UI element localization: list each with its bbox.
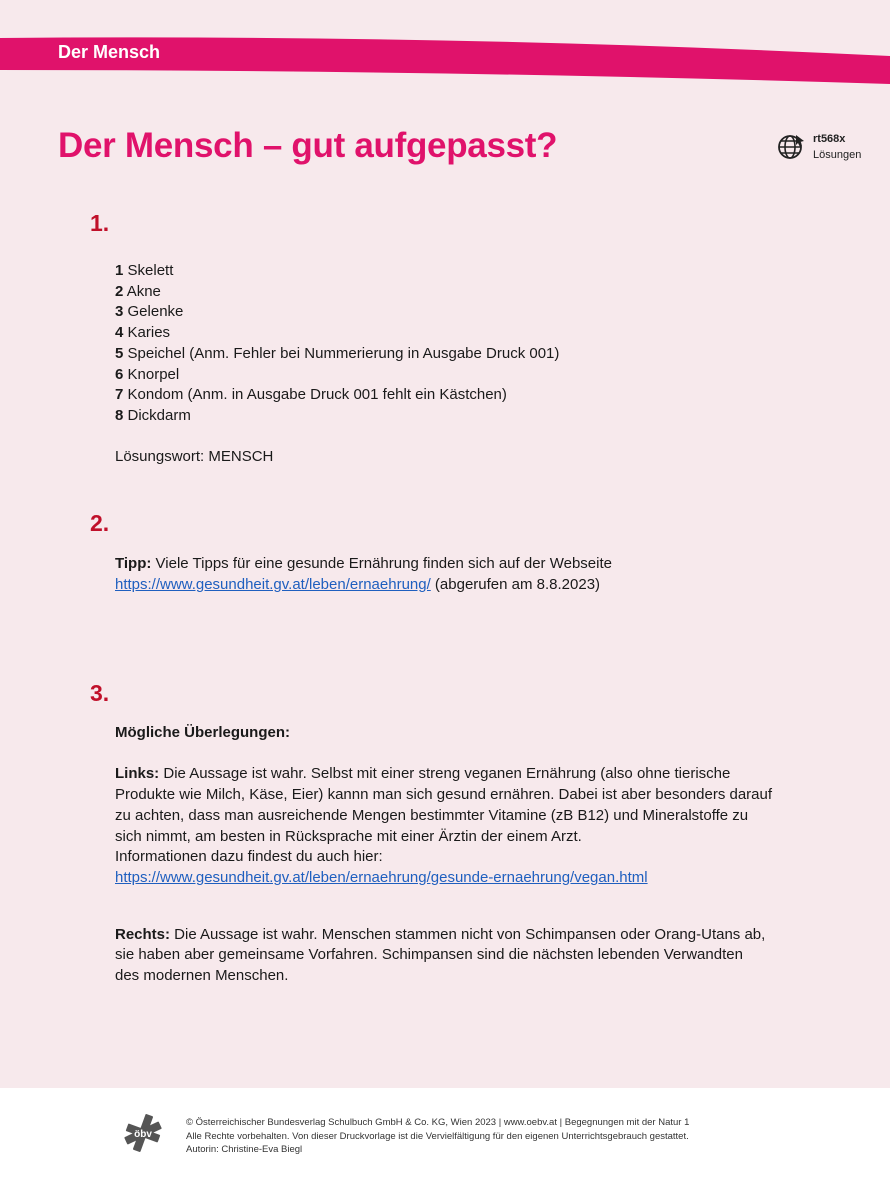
answer-text: Dickdarm: [127, 406, 191, 424]
section-2-content: [115, 554, 612, 595]
section-number-3: 3.: [90, 680, 110, 706]
considerations-heading: Mögliche Überlegungen:: [115, 724, 291, 741]
rechts-text-line: des modernen Menschen.: [115, 967, 289, 985]
links-paragraph: [115, 764, 772, 888]
links-text-line: Die Aussage ist wahr. Selbst mit einer streng veganen Ernährung (also ohne tierische: [159, 765, 731, 783]
answer-number: 1: [115, 262, 124, 279]
answer-number: 6: [115, 365, 124, 383]
nutrition-link[interactable]: https://www.gesundheit.gv.at/leben/ernaehrung/: [115, 575, 431, 593]
tip-line: [115, 554, 612, 575]
section-1-content: [115, 261, 559, 468]
links-text-line: Produkte wie Milch, Käse, Eier) kannn man sich gesund ernähren. Dabei ist aber besonders darauf: [115, 786, 773, 804]
rights-line: Alle Rechte vorbehalten. Von dieser Druckvorlage ist die Vervielfältigung für den eigenen Unterrichtsgebrauch gestattet.: [186, 1130, 689, 1142]
answer-item: [115, 344, 559, 365]
links-text-line: Informationen dazu findest du auch hier:: [115, 848, 383, 866]
copyright-line: © Österreichischer Bundesverlag Schulbuch GmbH & Co. KG, Wien 2023 | www.oebv.at | Begegnungen mit der Natur 1: [186, 1117, 690, 1128]
answer-item: [115, 385, 559, 406]
answer-item: [115, 282, 559, 303]
page-title: Der Mensch – gut aufgepasst?: [58, 126, 558, 165]
answer-number: 2: [115, 282, 124, 300]
answer-number: 8: [115, 406, 124, 424]
solution-word: Lösungswort: MENSCH: [115, 448, 274, 466]
header-label: Der Mensch: [58, 42, 161, 62]
tip-link-line: [115, 575, 612, 596]
badge-code: rt568x: [813, 133, 846, 145]
links-label: Links:: [115, 765, 160, 783]
answer-text: Knorpel: [127, 365, 180, 383]
tip-text: Viele Tipps für eine gesunde Ernährung finden sich auf der Webseite: [151, 555, 612, 572]
answer-item: [115, 406, 559, 427]
section-number-2: 2.: [90, 510, 110, 536]
answer-number: 7: [115, 386, 124, 404]
answer-text: Speichel (Anm. Fehler bei Nummerierung in Ausgabe Druck 001): [127, 344, 560, 362]
answer-text: Gelenke: [127, 303, 184, 321]
oebv-logo: [122, 1112, 164, 1154]
rechts-text-line: sie haben aber gemeinsame Vorfahren. Schimpansen sind die nächsten lebenden Verwandten: [115, 946, 743, 964]
answer-text: Karies: [127, 324, 171, 342]
answer-item: [115, 261, 559, 282]
answer-number: 5: [115, 344, 124, 362]
answer-item: [115, 365, 559, 386]
section-number-1: 1.: [90, 210, 110, 236]
answer-number: 4: [115, 324, 124, 342]
author-line: Autorin: Christine-Eva Biegl: [186, 1144, 303, 1155]
links-text-line: zu achten, dass man ausreichende Mengen bestimmter Vitamine (zB B12) und Mineralstoffe zu: [115, 806, 749, 824]
answer-item: [115, 323, 559, 344]
vegan-info-link[interactable]: https://www.gesundheit.gv.at/leben/ernaehrung/gesunde-ernaehrung/vegan.html: [115, 868, 648, 886]
retrieved-date: (abgerufen am 8.8.2023): [430, 575, 601, 593]
answer-item: [115, 302, 559, 323]
solutions-badge[interactable]: [777, 132, 872, 166]
footer-text: [186, 1116, 689, 1157]
tip-label: Tipp:: [115, 555, 152, 572]
answer-text: Skelett: [127, 262, 174, 279]
answer-number: 3: [115, 303, 124, 321]
rechts-label: Rechts:: [115, 925, 171, 943]
globe-cursor-icon: [777, 132, 807, 162]
answer-text: Akne: [126, 282, 161, 300]
links-text-line: sich nimmt, am besten in Rücksprache mit einer Ärztin der einem Arzt.: [115, 827, 582, 845]
answer-text: Kondom (Anm. in Ausgabe Druck 001 fehlt ein Kästchen): [127, 386, 507, 404]
answer-list: [115, 261, 559, 427]
logo-text: öbv: [134, 1129, 152, 1140]
badge-label: Lösungen: [813, 149, 862, 161]
section-3-content: [115, 723, 772, 987]
rechts-text-line: Die Aussage ist wahr. Menschen stammen nicht von Schimpansen oder Orang-Utans ab,: [170, 925, 766, 943]
rechts-paragraph: [115, 925, 772, 987]
